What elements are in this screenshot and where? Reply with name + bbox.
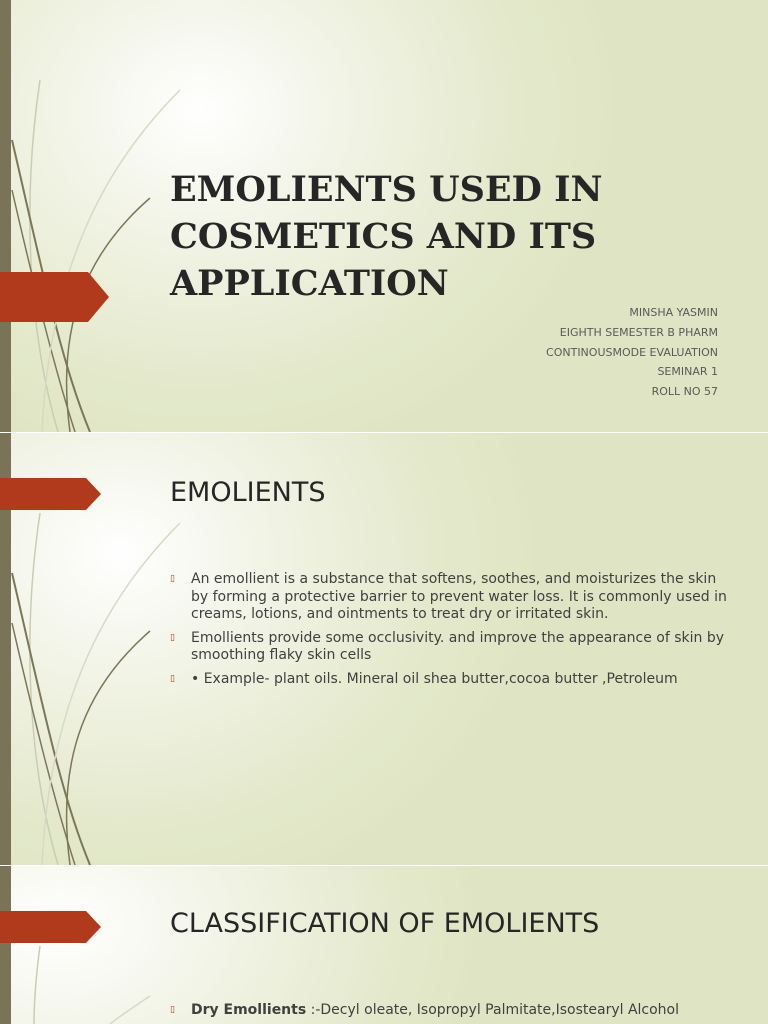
accent-arrow <box>0 478 102 510</box>
bullet-text: Emollients provide some occlusivity. and improve the appearance of skin by smoothing flaky skin cells <box>191 629 725 663</box>
accent-arrow <box>0 272 110 322</box>
roll-number: ROLL NO 57 <box>651 385 718 399</box>
presentation-title: EMOLIENTS USED IN COSMETICS AND ITS APPLICATION <box>170 169 603 304</box>
bullet-list <box>170 1002 730 1024</box>
slide-emolients <box>0 433 768 865</box>
bullet-marker-icon: ▯ <box>170 574 175 584</box>
presenter-name: MINSHA YASMIN <box>629 306 718 319</box>
bullet-item <box>170 1002 730 1020</box>
bullet-marker-icon: ▯ <box>170 632 175 643</box>
slide-heading: EMOLIENTS <box>170 477 326 508</box>
evaluation-type: CONTINOUSMODE EVALUATION <box>546 345 718 359</box>
slide-classification <box>0 866 768 1024</box>
seminar-number: SEMINAR 1 <box>657 365 718 379</box>
bullet-item <box>170 571 730 624</box>
accent-arrow <box>0 911 102 943</box>
bullet-text: An emollient is a substance that softens, soothes, and moisturizes the skin by forming a protective barrier to prevent water loss. It is commonly used in creams, lotions, and ointments to treat dry or irritated skin. <box>191 571 727 622</box>
bullet-text: :-Decyl oleate, Isopropyl Palmitate,Isostearyl Alcohol <box>306 1002 680 1018</box>
presenter-info <box>418 303 718 402</box>
bullet-item <box>170 630 730 665</box>
decorative-curves <box>0 866 200 1024</box>
slide-heading: CLASSIFICATION OF EMOLIENTS <box>170 908 600 939</box>
bullet-term: Dry Emollients <box>191 1002 307 1018</box>
presenter-semester: EIGHTH SEMESTER B PHARM <box>559 325 718 339</box>
bullet-list <box>170 571 730 694</box>
bullet-text: • Example- plant oils. Mineral oil shea butter,cocoa butter ,Petroleum <box>191 670 678 687</box>
slide-title-page <box>0 0 768 432</box>
bullet-marker-icon: ▯ <box>170 1005 175 1015</box>
bullet-item <box>170 671 730 689</box>
bullet-marker-icon: ▯ <box>170 673 175 684</box>
